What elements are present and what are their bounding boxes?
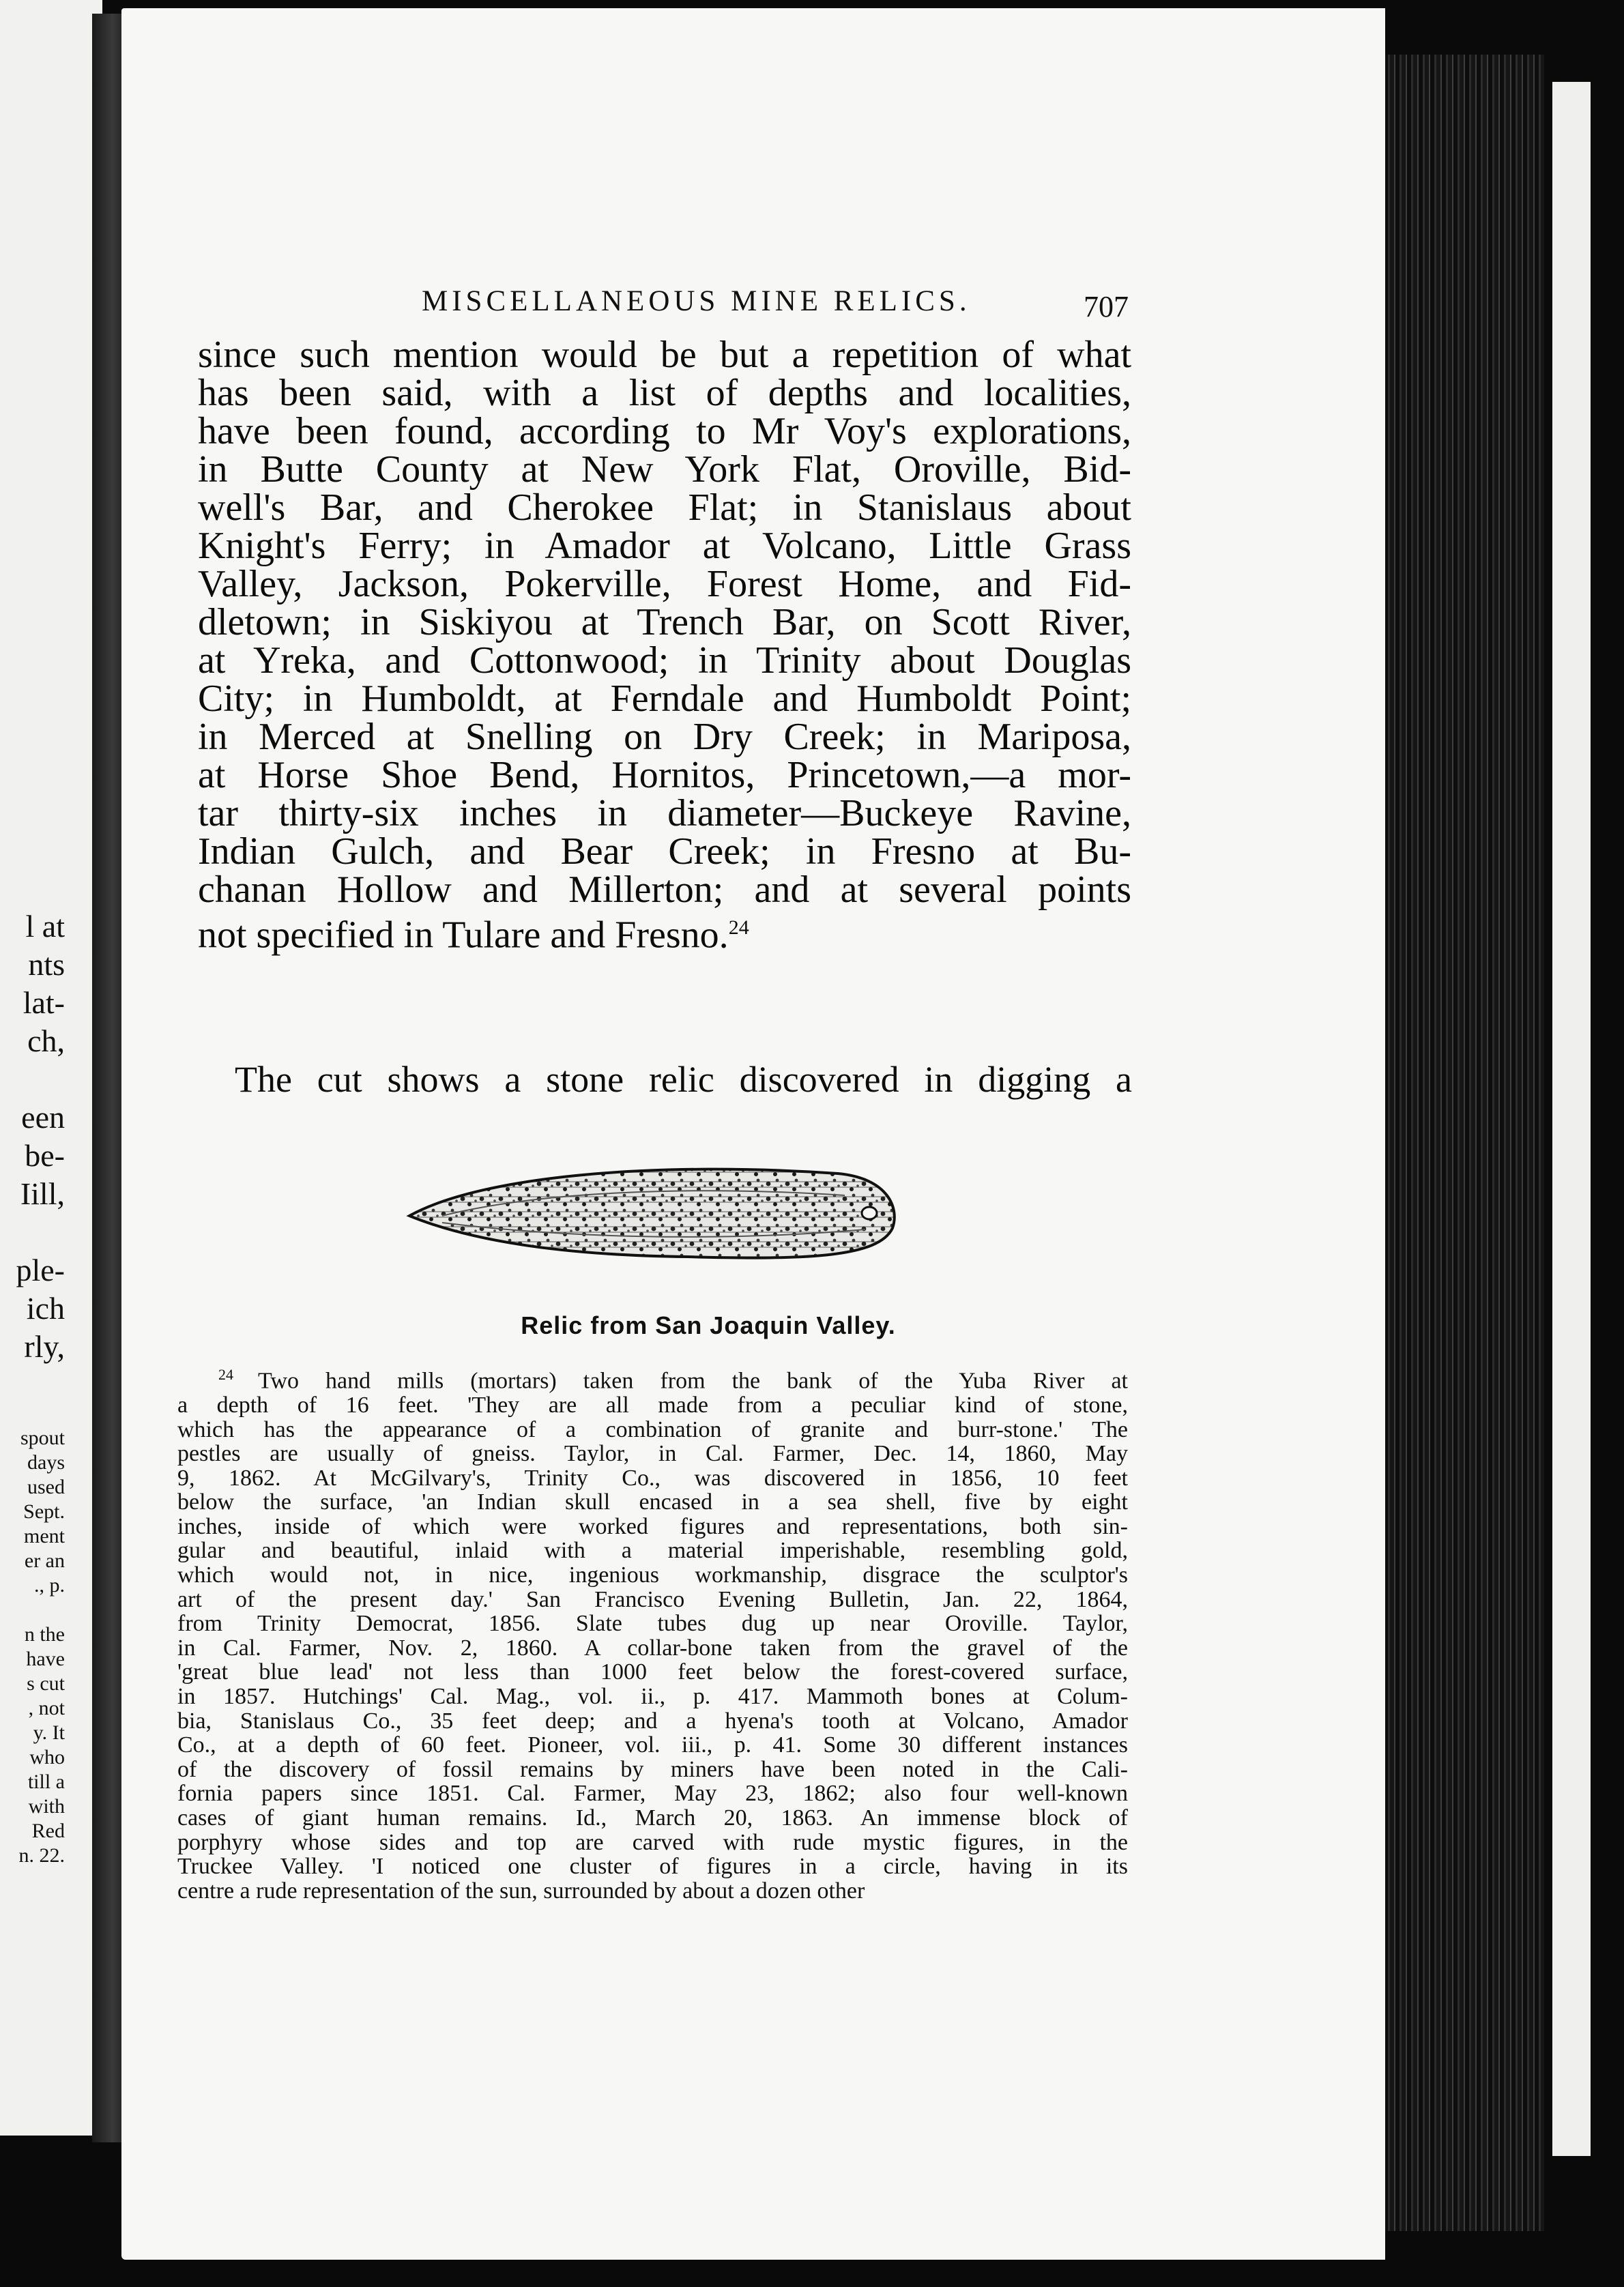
left-page-fragment: Red <box>31 1820 65 1842</box>
left-page-fragment: be- <box>25 1138 65 1173</box>
left-page-fragment: have <box>26 1648 65 1670</box>
body-paragraph <box>198 336 1131 955</box>
paragraph-line: The cut shows a stone relic discovered in digging a <box>235 1059 1132 1100</box>
footnote-line <box>177 1854 1128 1879</box>
footnote-line-text: of the discovery of fossil remains by miners have been noted in the Cali- <box>177 1756 1128 1782</box>
footnote-reference: 24 <box>728 916 749 939</box>
body-line: in Merced at Snelling on Dry Creek; in Mariposa, <box>198 716 1131 758</box>
footnote-line <box>177 1563 1128 1588</box>
left-page-fragment: y. It <box>33 1721 65 1744</box>
footnote-line-text: cases of giant human remains. Id., March 20, 1863. An immense block of <box>177 1805 1128 1831</box>
footnote-line <box>177 1539 1128 1563</box>
body-line: tar thirty-six inches in diameter—Buckeye Ravine, <box>198 792 1131 834</box>
left-page-fragment: rly, <box>24 1329 65 1364</box>
left-page-fragment: days <box>27 1451 65 1474</box>
footnote-line-text: below the surface, 'an Indian skull encased in a sea shell, five by eight <box>177 1489 1128 1515</box>
body-line: at Horse Shoe Bend, Hornitos, Princetown,—a mor- <box>198 754 1131 796</box>
body-line: not specified in Tulare and Fresno.$^{24}$ <box>198 914 749 957</box>
footnote-line <box>177 1612 1128 1636</box>
left-page-fragment: used <box>27 1476 65 1498</box>
left-page-fragment: lat- <box>23 985 65 1020</box>
left-page-small-fragments <box>0 1426 65 1868</box>
footnote-line-text: bia, Stanislaus Co., 35 feet deep; and a hyena's tooth at Volcano, Amador <box>177 1708 1128 1734</box>
footnote-line <box>177 1733 1128 1758</box>
left-page-fragment: een <box>21 1100 65 1135</box>
figure-caption: Relic from San Joaquin Valley. <box>521 1311 896 1339</box>
footnote-line <box>177 1393 1128 1418</box>
footnote-line-text: in 1857. Hutchings' Cal. Mag., vol. ii., p. 417. Mammoth bones at Colum- <box>177 1684 1128 1710</box>
left-page-fragment: nts <box>28 947 65 982</box>
footnote-line <box>177 1418 1128 1442</box>
footnote-line-text: porphyry whose sides and top are carved with rude mystic figures, in the <box>177 1829 1128 1855</box>
running-title: MISCELLANEOUS MINE RELICS. <box>422 285 971 317</box>
page-number: 707 <box>1084 290 1129 323</box>
left-page-fragment: n. 22. <box>18 1844 65 1867</box>
book-page <box>121 8 1385 2260</box>
body-line: at Yreka, and Cottonwood; in Trinity about Douglas <box>198 639 1131 682</box>
left-page-fragment: , not <box>28 1697 65 1719</box>
left-page-fragment <box>0 1213 65 1251</box>
footnote-line-text: pestles are usually of gneiss. Taylor, in Cal. Farmer, Dec. 14, 1860, May <box>177 1441 1128 1467</box>
body-line: has been said, with a list of depths and localities, <box>198 372 1131 414</box>
footnote-line-text: Co., at a depth of 60 feet. Pioneer, vol. iii., p. 41. Some 30 different instances <box>177 1732 1128 1758</box>
left-page-fragment: ich <box>26 1291 65 1326</box>
left-page-fragment: l at <box>25 909 65 944</box>
footnote-line <box>177 1879 1128 1904</box>
left-page-fragment: Sept. <box>23 1500 65 1523</box>
footnote-line-text: Two hand mills (mortars) taken from the bank of the Yuba River at <box>258 1368 1128 1394</box>
footnote-line-text: a depth of 16 feet. 'They are all made from a peculiar kind of stone, <box>177 1392 1128 1418</box>
footnote-line-text: centre a rude representation of the sun, surrounded by about a dozen other <box>177 1878 865 1904</box>
left-page-fragment: Iill, <box>20 1176 65 1211</box>
body-line: chanan Hollow and Millerton; and at several points <box>198 869 1131 911</box>
body-line: since such mention would be but a repetition of what <box>198 334 1131 376</box>
left-page-large-fragments <box>0 907 65 1366</box>
left-page-fragment: who <box>29 1746 65 1768</box>
footnote-line <box>177 1758 1128 1782</box>
footnote-line-text: Truckee Valley. 'I noticed one cluster of figures in a circle, having in its <box>177 1854 1128 1880</box>
footnote-line <box>177 1709 1128 1734</box>
left-page-fragment: n the <box>24 1623 65 1646</box>
footnote-line-text: 9, 1862. At McGilvary's, Trinity Co., was discovered in 1856, 10 feet <box>177 1465 1128 1491</box>
footnote-line-text: from Trinity Democrat, 1856. Slate tubes dug up near Oroville. Taylor, <box>177 1611 1128 1637</box>
footnote-line-text: which would not, in nice, ingenious workmanship, disgrace the sculptor's <box>177 1562 1128 1588</box>
footnote-line-text: gular and beautiful, inlaid with a material imperishable, resembling gold, <box>177 1538 1128 1564</box>
footnote-line <box>177 1515 1128 1539</box>
next-page-edge <box>1552 82 1591 2156</box>
footnote-line <box>177 1466 1128 1491</box>
footnote-marker: 24 <box>218 1366 259 1383</box>
left-page-fragment: er an <box>24 1549 65 1572</box>
left-page-fragment: ., p. <box>34 1574 65 1597</box>
body-line: Indian Gulch, and Bear Creek; in Fresno at Bu- <box>198 830 1131 873</box>
body-line: have been found, according to Mr Voy's explorations, <box>198 410 1131 452</box>
left-page-fragment: with <box>28 1795 65 1818</box>
left-page-fragment: till a <box>27 1771 65 1793</box>
footnote-line-text: inches, inside of which were worked figures and representations, both sin- <box>177 1513 1128 1539</box>
footnote-line <box>177 1781 1128 1806</box>
footnote-line-text: which has the appearance of a combination of granite and burr-stone.' The <box>177 1416 1128 1442</box>
body-line: dletown; in Siskiyou at Trench Bar, on Scott River, <box>198 601 1131 643</box>
footnote-line <box>177 1490 1128 1515</box>
footnote-line <box>177 1442 1128 1466</box>
footnote-line <box>177 1588 1128 1612</box>
body-line: City; in Humboldt, at Ferndale and Humboldt Point; <box>198 678 1131 720</box>
body-paragraph-2 <box>235 1059 1132 1100</box>
left-page-fragment: ch, <box>27 1023 65 1058</box>
left-page-fragment: spout <box>20 1427 65 1449</box>
body-line: Valley, Jackson, Pokerville, Forest Home, and Fid- <box>198 563 1131 605</box>
footnote <box>177 1363 1128 1903</box>
footnote-line <box>177 1806 1128 1831</box>
footnote-line-text: fornia papers since 1851. Cal. Farmer, May 23, 1862; also four well-known <box>177 1781 1128 1807</box>
stone-relic-illustration <box>401 1148 906 1284</box>
left-page-fragment: ment <box>24 1525 65 1547</box>
footnote-line <box>177 1363 1128 1393</box>
body-line: in Butte County at New York Flat, Oroville, Bid- <box>198 448 1131 491</box>
left-facing-page <box>0 0 102 2136</box>
left-page-fragment: s cut <box>27 1672 65 1695</box>
left-page-fragment: ple- <box>16 1253 65 1287</box>
footnote-line <box>177 1636 1128 1661</box>
footnote-line <box>177 1660 1128 1685</box>
footnote-line <box>177 1685 1128 1709</box>
footnote-line-text: 'great blue lead' not less than 1000 feet below the forest-covered surface, <box>177 1659 1128 1685</box>
left-page-fragment <box>0 1598 65 1622</box>
body-line: well's Bar, and Cherokee Flat; in Stanislaus about <box>198 486 1131 529</box>
footnote-line-text: in Cal. Farmer, Nov. 2, 1860. A collar-bone taken from the gravel of the <box>177 1635 1128 1661</box>
footnote-line <box>177 1831 1128 1855</box>
left-page-fragment <box>0 1060 65 1098</box>
footnote-line-text: art of the present day.' San Francisco Evening Bulletin, Jan. 22, 1864, <box>177 1586 1128 1612</box>
body-line: Knight's Ferry; in Amador at Volcano, Little Grass <box>198 525 1131 567</box>
page-edges <box>1384 55 1544 2231</box>
